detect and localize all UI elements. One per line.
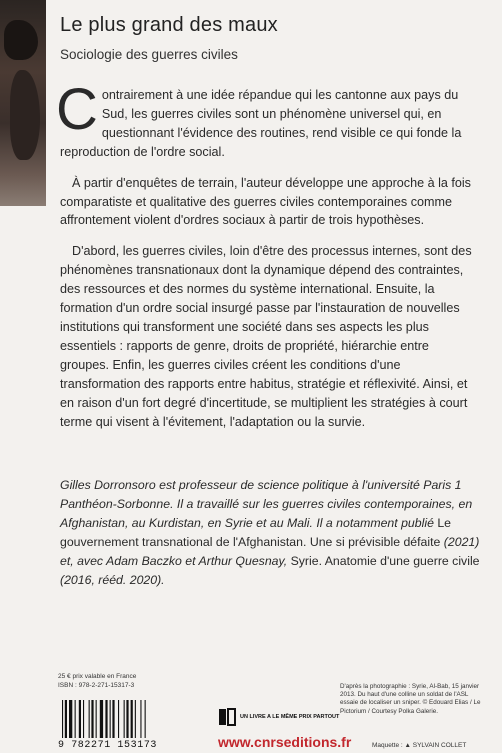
maquette-credit: Maquette : ▲ SYLVAIN COLLET	[372, 742, 467, 749]
author-bio-text-2: (2021) et, avec Adam Baczko et Arthur Quesnay,	[60, 534, 480, 568]
blurb	[56, 77, 478, 443]
book-subtitle: Sociologie des guerres civiles	[60, 47, 238, 62]
price-text: 25 € prix valable en France	[58, 673, 137, 680]
author-bio-text-3: (2016, rééd. 2020).	[60, 572, 165, 587]
cover-photo-strip	[0, 0, 46, 206]
barcode-number: 9 782271 153173	[58, 740, 158, 751]
photo-credits: D'après la photographie : Syrie, Al-Bab, 15 janvier 2013. Du haut d'une colline un soldat de l'ASL essaie de localiser un sniper. © Edouard Elias / Le Pictorium / Courtesy Polka Galerie.	[340, 683, 481, 715]
isbn-text: ISBN : 978-2-271-15317-3	[58, 681, 135, 689]
logo-text: UN LIVRE A LE MÊME PRIX PARTOUT	[240, 713, 340, 720]
blurb-text-1: ontrairement à une idée répandue qui les cantonne aux pays du Sud, les guerres civiles sont un phénomène universel qui, en questionnant l'évidence des routines, rend visible ce qui fonde la reproduction de l'ordre social.	[60, 88, 462, 159]
blurb-paragraph-2: À partir d'enquêtes de terrain, l'auteur développe une approche à la fois comparatiste et qualitative des guerres civiles contemporaines comme affrontement violent d'ordres sociaux à partir de trois hypothèses.	[60, 175, 471, 228]
blurb-paragraph-3: D'abord, les guerres civiles, loin d'être des processus internes, sont des phénomènes transnationaux dont la dynamique dépend des contraintes, des ressources et des normes du système international. Ensuite, la formation d'un ordre social insurgé passe par l'instauration de nouvelles institutions qui transforment une société dans ses aspects les plus essentiels : rapports de genre, droits de propriété, hiérarchie entre groupes. Enfin, les guerres civiles créent les conditions d'une transformation des rapports entre habitus, stratégie et réflexivité. Ainsi, et en raison d'un fort degré d'incertitude, se multiplient les stratégies à court terme qui visent à l'évitement, l'adaptation ou la survie.	[60, 244, 472, 429]
author-book-2: Syrie. Anatomie d'une guerre civile	[290, 553, 480, 568]
drop-cap: C	[56, 77, 98, 142]
barcode	[60, 700, 180, 742]
photo-silhouette	[4, 20, 38, 60]
book-title: Le plus grand des maux	[60, 14, 278, 36]
prix-unique-logo	[218, 707, 339, 727]
author-book-1: Le gouvernement transnational de l'Afghanistan. Une si prévisible défaite	[60, 515, 452, 549]
author-bio	[60, 476, 480, 589]
price-isbn	[58, 673, 136, 690]
author-name: Gilles Dorronsoro	[60, 478, 156, 492]
book-logo-icon	[218, 707, 236, 727]
blurb-paragraph-1	[56, 77, 478, 162]
photo-silhouette-body	[10, 70, 40, 160]
author-bio-text-1: est professeur de science politique à l'université Paris 1 Panthéon-Sorbonne. Il a travaillé sur les guerres civiles contemporaines, en Afghanistan, au Kurdistan, en Syrie et au Mali. Il a notamment publié	[60, 478, 473, 530]
publisher-website[interactable]: www.cnrseditions.fr	[218, 734, 352, 750]
